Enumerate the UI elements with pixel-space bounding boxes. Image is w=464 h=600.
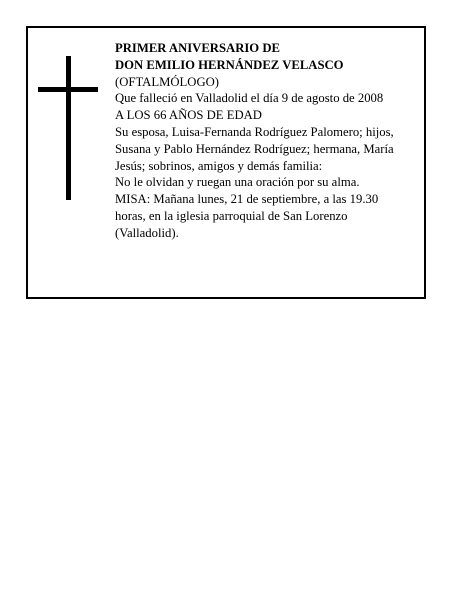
family-line-2: Susana y Pablo Hernández Rodríguez; hermana, María bbox=[115, 141, 394, 156]
obituary-notice bbox=[26, 26, 426, 299]
mass-line-3: (Valladolid). bbox=[115, 225, 179, 240]
prayer-request: No le olvidan y ruegan una oración por su alma. bbox=[115, 175, 360, 190]
family-line-3: Jesús; sobrinos, amigos y demás familia: bbox=[115, 158, 323, 173]
death-info: Que falleció en Valladolid el día 9 de agosto de 2008 bbox=[115, 91, 384, 106]
mass-line-1: MISA: Mañana lunes, 21 de septiembre, a las 19.30 bbox=[115, 192, 379, 207]
notice-text bbox=[115, 40, 420, 242]
cross-vertical-bar bbox=[66, 56, 71, 200]
heading-line-2: DON EMILIO HERNÁNDEZ VELASCO bbox=[115, 57, 344, 72]
cross-icon bbox=[38, 56, 98, 200]
cross-horizontal-bar bbox=[38, 87, 98, 92]
mass-line-2: horas, en la iglesia parroquial de San Lorenzo bbox=[115, 208, 348, 223]
heading-line-1: PRIMER ANIVERSARIO DE bbox=[115, 41, 280, 55]
family-line-1: Su esposa, Luisa-Fernanda Rodríguez Palomero; hijos, bbox=[115, 124, 394, 139]
age: A LOS 66 AÑOS DE EDAD bbox=[115, 108, 262, 123]
profession: (OFTALMÓLOGO) bbox=[115, 74, 219, 89]
